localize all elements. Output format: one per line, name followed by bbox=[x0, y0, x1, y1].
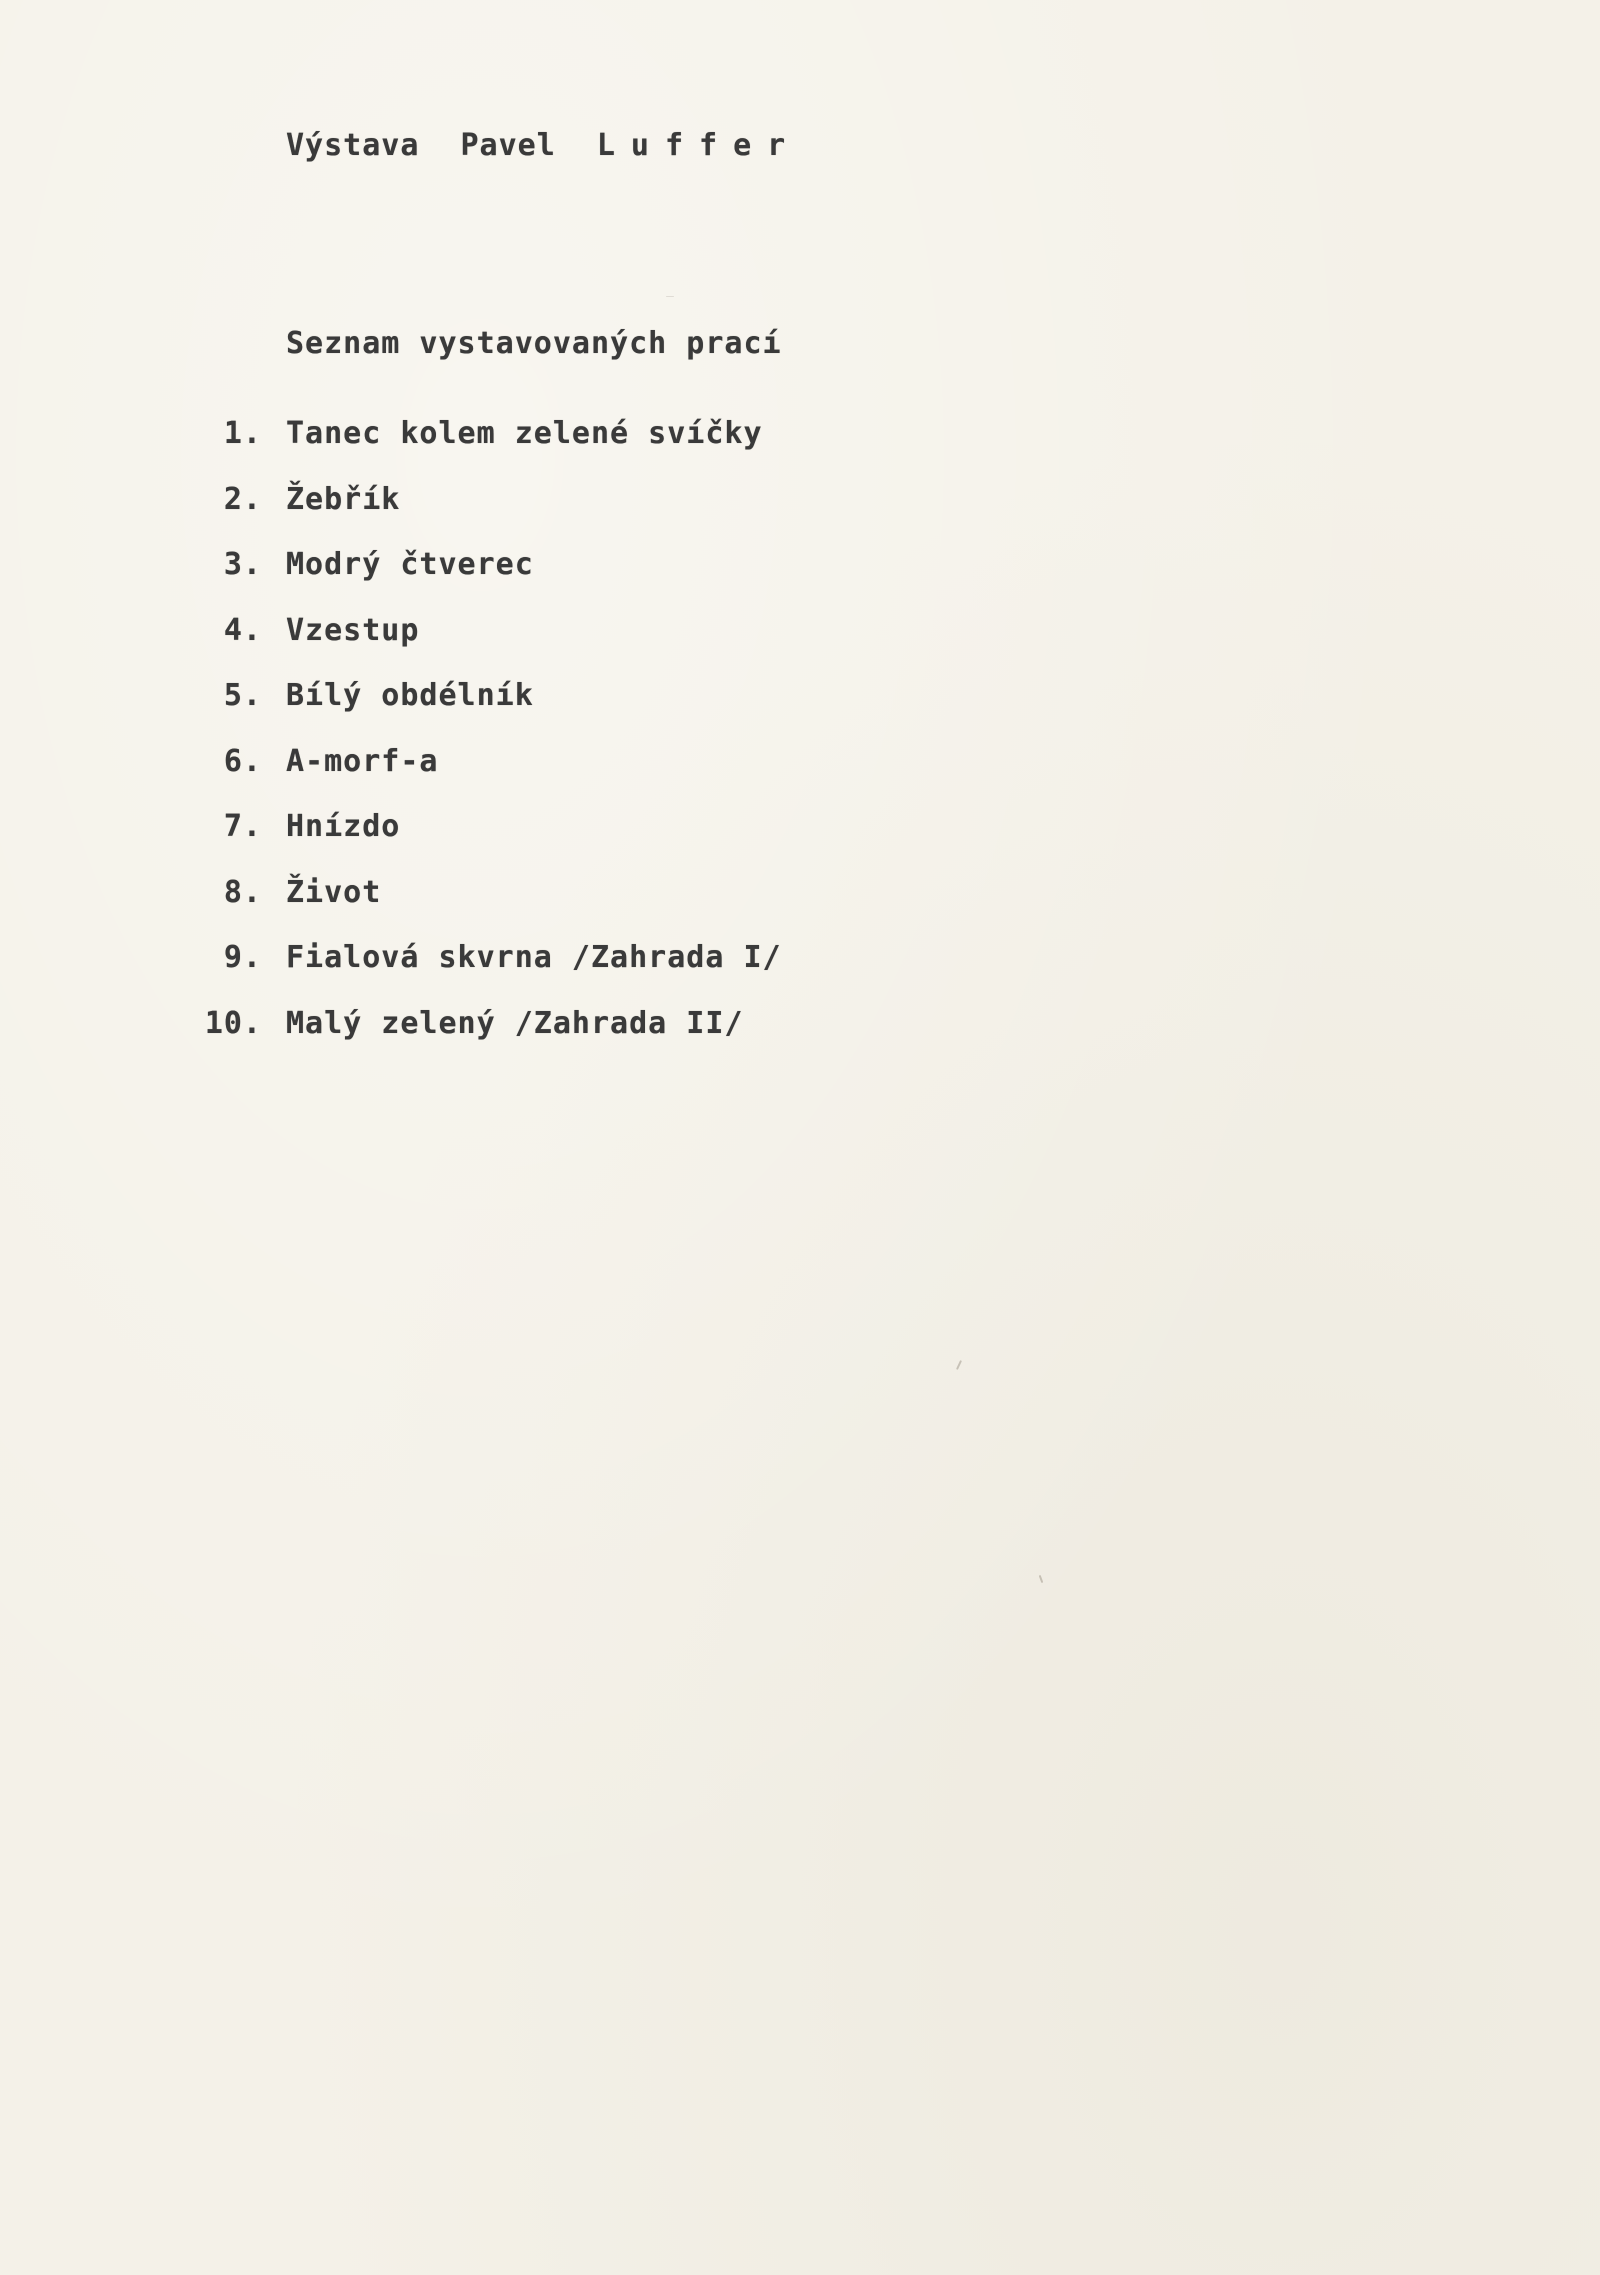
work-title: Vzestup bbox=[286, 612, 420, 648]
work-number: 3. bbox=[223, 547, 262, 582]
work-number: 8. bbox=[223, 874, 262, 910]
list-item bbox=[190, 547, 782, 613]
paper-speck bbox=[666, 296, 674, 297]
list-item bbox=[190, 613, 782, 679]
work-number: 7. bbox=[223, 809, 262, 844]
work-number: 2. bbox=[223, 481, 262, 517]
work-title: Bílý obdélník bbox=[286, 678, 534, 713]
artist-surname: Luffer bbox=[596, 128, 802, 163]
list-item bbox=[190, 744, 782, 810]
work-number: 5. bbox=[223, 678, 262, 713]
list-item bbox=[190, 940, 782, 1006]
work-title: Hnízdo bbox=[286, 809, 401, 844]
work-number: 9. bbox=[223, 940, 262, 975]
list-item bbox=[190, 678, 782, 744]
works-list bbox=[190, 416, 782, 1071]
list-item bbox=[190, 1006, 782, 1072]
list-item bbox=[190, 482, 782, 548]
exhibition-title-text: Výstava Pavel bbox=[286, 128, 556, 163]
work-number: 6. bbox=[223, 743, 262, 779]
work-title: Tanec kolem zelené svíčky bbox=[286, 416, 763, 451]
list-heading: Seznam vystavovaných prací bbox=[286, 326, 782, 361]
work-number: 10. bbox=[204, 1005, 262, 1041]
paper-speck bbox=[956, 1360, 962, 1370]
work-title: Žebřík bbox=[286, 481, 401, 517]
work-number: 4. bbox=[223, 612, 262, 648]
work-title: Život bbox=[286, 874, 382, 910]
paper-speck bbox=[1039, 1575, 1044, 1583]
list-item bbox=[190, 875, 782, 941]
work-title: Modrý čtverec bbox=[286, 547, 534, 582]
work-title: Malý zelený /Zahrada II/ bbox=[286, 1005, 744, 1041]
exhibition-title bbox=[286, 128, 801, 163]
list-item bbox=[190, 809, 782, 875]
work-title: A-morf-a bbox=[286, 743, 439, 779]
work-title: Fialová skvrna /Zahrada I/ bbox=[286, 940, 782, 975]
work-number: 1. bbox=[223, 416, 262, 451]
list-item bbox=[190, 416, 782, 482]
